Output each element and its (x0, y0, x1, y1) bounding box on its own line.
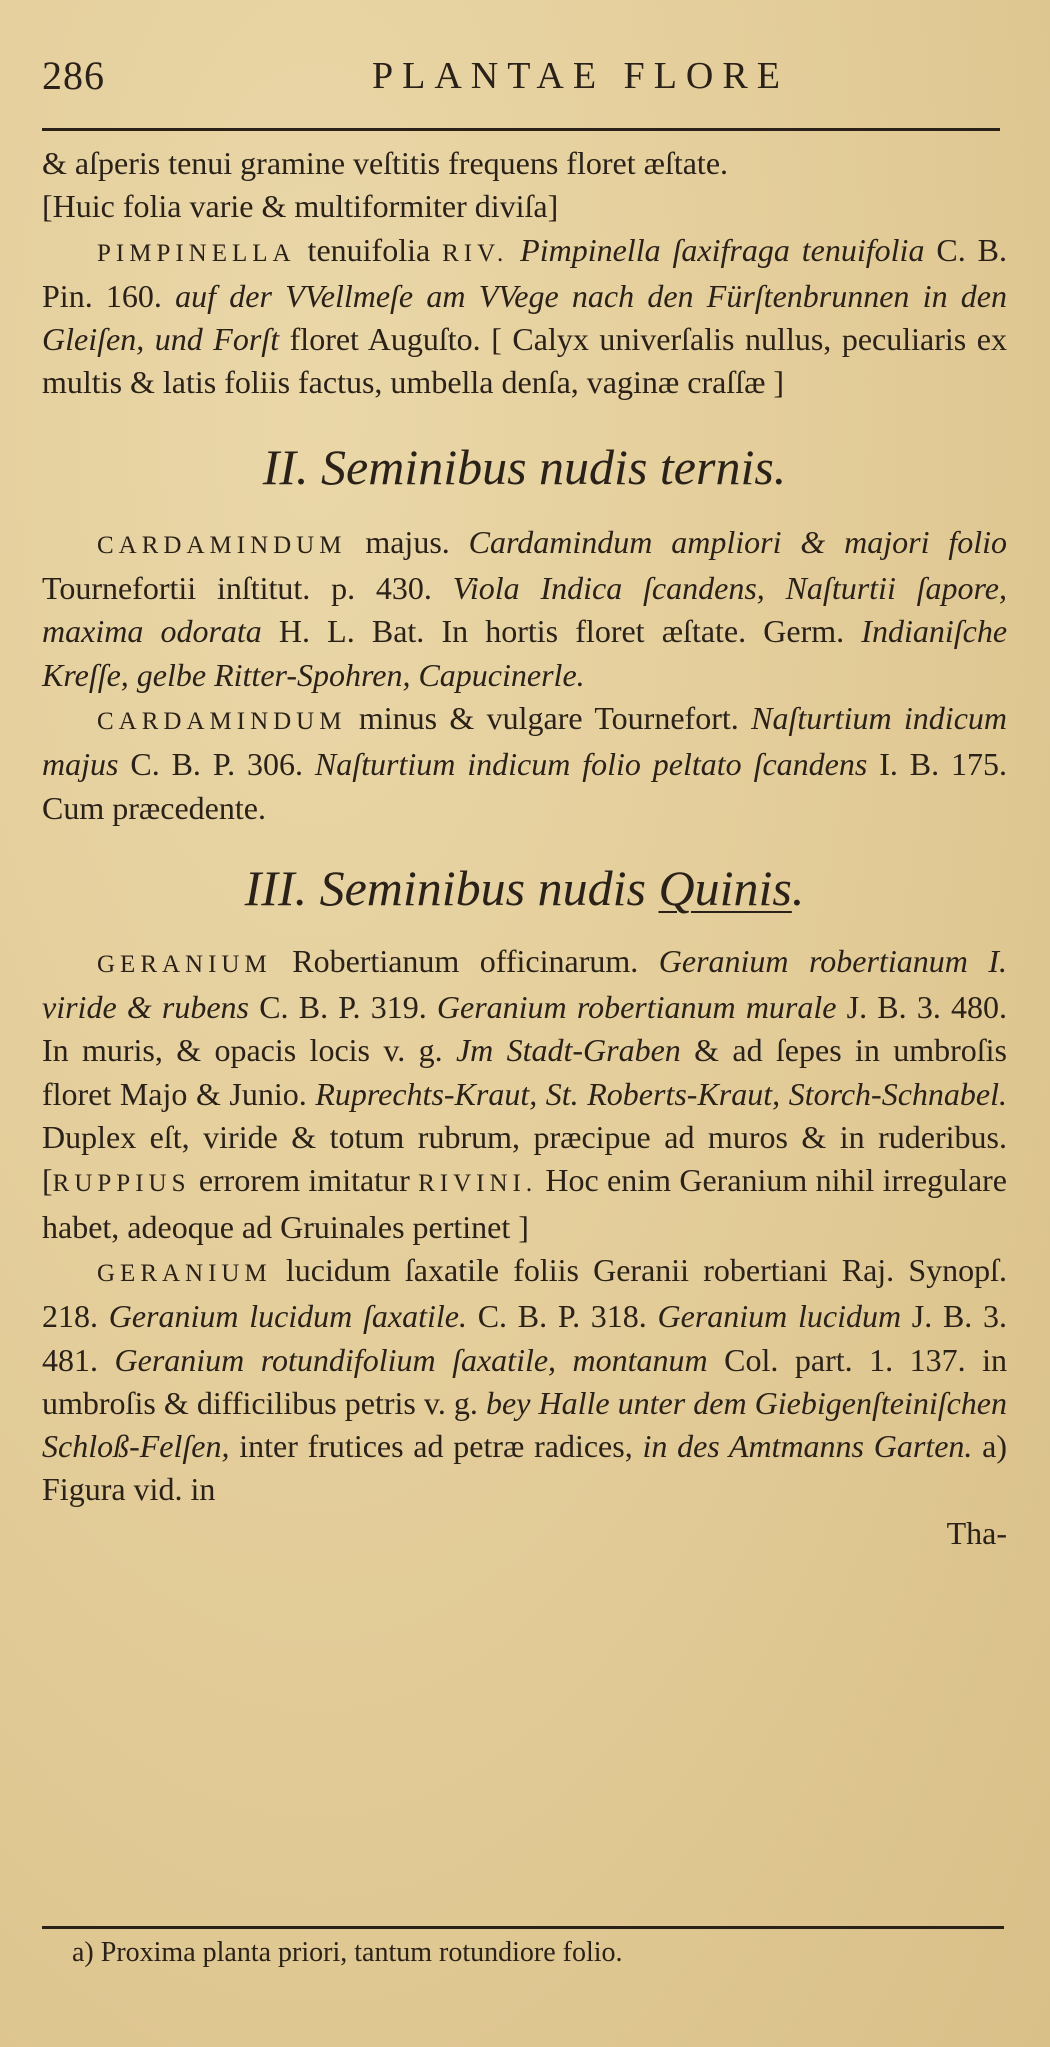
text-span: majus. (346, 523, 469, 560)
entry-cardamindum-minus (42, 697, 1007, 830)
page-number: 286 (42, 53, 105, 98)
author-name: RIVINI. (418, 1170, 538, 1198)
page-body (42, 142, 1007, 1555)
text-span: floret Auguſto. [ Calyx univerſalis nullus, peculiaris ex multis & latis foliis factus, umbella denſa, vaginæ craſſæ ] (42, 321, 1008, 401)
text-span: C. B. P. 319. (249, 989, 437, 1026)
running-title: PLANTAE FLORE (372, 55, 789, 97)
text-span: J. B. 3. 480. In muris, & opacis locis v. g. (42, 989, 1008, 1069)
plant-name: CARDAMINDUM (97, 531, 347, 559)
section-heading-quinis (42, 856, 1007, 920)
italic-span: Viola Indica ſcandens, Naſturtii ſapore, maxima odorata (42, 570, 1007, 650)
italic-span: Geranium lucidum ſaxatile. (108, 1298, 467, 1335)
text-line (42, 142, 1007, 185)
text-span: minus & vulgare Tournefort. (346, 699, 752, 736)
italic-span: Naſturtium indicum folio peltato ſcandens (314, 746, 868, 783)
text-span: Tournefortii inſtitut. p. 430. (42, 570, 453, 607)
section-heading-ternis: II. Seminibus nudis ternis. (262, 438, 787, 495)
plant-name: PIMPINELLA (97, 239, 296, 267)
text-span: C. B. Pin. 160. (42, 231, 1008, 314)
italic-span: Pimpinella ſaxifraga tenuifolia (508, 231, 925, 268)
text-span: tenuifolia (295, 231, 443, 268)
text-span: Robertianum officinarum. (271, 942, 659, 979)
header-rule (42, 128, 1000, 131)
italic-span: Geranium lucidum (657, 1298, 902, 1335)
italic-span: Indianiſche Kreſſe, gelbe Ritter-Spohren, Capucinerle. (42, 613, 1008, 693)
entry-pimpinella (42, 229, 1007, 405)
text-span: Col. part. 1. 137. in umbroſis & difficilibus petris v. g. (42, 1341, 1008, 1421)
author-name: RUPPIUS (52, 1170, 191, 1198)
heading-span: . (791, 859, 805, 916)
text-span: J. B. 3. 481. (42, 1298, 1008, 1378)
plant-name: GERANIUM (97, 950, 272, 978)
text-span: lucidum ſaxatile foliis Geranii robertiani Raj. Synopſ. 218. (42, 1251, 1007, 1335)
text-span: I. B. 175. Cum præcedente. (42, 746, 1008, 826)
text-span: errorem imitatur (190, 1162, 419, 1199)
text-span: H. L. Bat. In hortis floret æſtate. Germ. (261, 613, 862, 650)
entry-geranium-lucidum (42, 1249, 1007, 1512)
text-span: a) Figura vid. in (42, 1428, 1008, 1508)
italic-span: Cardamindum ampliori & majori folio (468, 523, 1008, 560)
text-span: & ad ſepes in umbroſis floret Majo & Junio. (42, 1032, 1008, 1112)
heading-span: III. Seminibus nudis (244, 859, 659, 916)
catchword: Tha- (946, 1514, 1007, 1551)
text-span: C. B. P. 306. (118, 746, 315, 783)
plant-name: GERANIUM (97, 1259, 272, 1287)
author-name: RIV. (442, 239, 509, 267)
page-header (42, 52, 1002, 112)
italic-span: Naſturtium indicum majus (42, 699, 1008, 783)
heading-underlined-word: Quinis (658, 859, 792, 916)
italic-span: auf der VVellmeſe am VVege nach den Fürſtenbrunnen in den Gleiſen, und Forſt (42, 277, 1008, 358)
footnote-rule (42, 1926, 1004, 1929)
italic-span: in des Amtmanns Garten. (642, 1428, 973, 1465)
italic-span: Geranium robertianum I. viride & rubens (42, 942, 1007, 1026)
text-span: C. B. P. 318. (466, 1298, 658, 1335)
text-span: & aſperis tenui gramine veſtitis frequens floret æſtate. (42, 145, 729, 181)
italic-span: Geranium rotundifolium ſaxatile, montanum (114, 1341, 708, 1378)
text-span: inter frutices ad petræ radices, (229, 1428, 643, 1465)
text-line (42, 185, 1007, 228)
text-span: Duplex eſt, viride & totum rubrum, præcipue ad muros & in ruderibus. [ (42, 1119, 1007, 1199)
entry-geranium-robertianum (42, 940, 1007, 1249)
text-span: Hoc enim Geranium nihil irregulare habet, adeoque ad Gruinales pertinet ] (42, 1162, 1008, 1245)
italic-span: Ruprechts-Kraut, St. Roberts-Kraut, Storch-Schnabel. (315, 1075, 1008, 1112)
plant-name: CARDAMINDUM (97, 707, 347, 735)
text-span: [Huic folia varie & multiformiter diviſa] (42, 188, 559, 225)
footnote: a) Proxima planta priori, tantum rotundiore folio. (72, 1937, 623, 1968)
italic-span: bey Halle unter dem Giebigenſteiniſchen Schloß-Felſen, (42, 1384, 1008, 1465)
entry-cardamindum-majus (42, 521, 1007, 697)
italic-span: Jm Stadt-Graben (455, 1032, 681, 1069)
italic-span: Geranium robertianum murale (436, 989, 837, 1026)
